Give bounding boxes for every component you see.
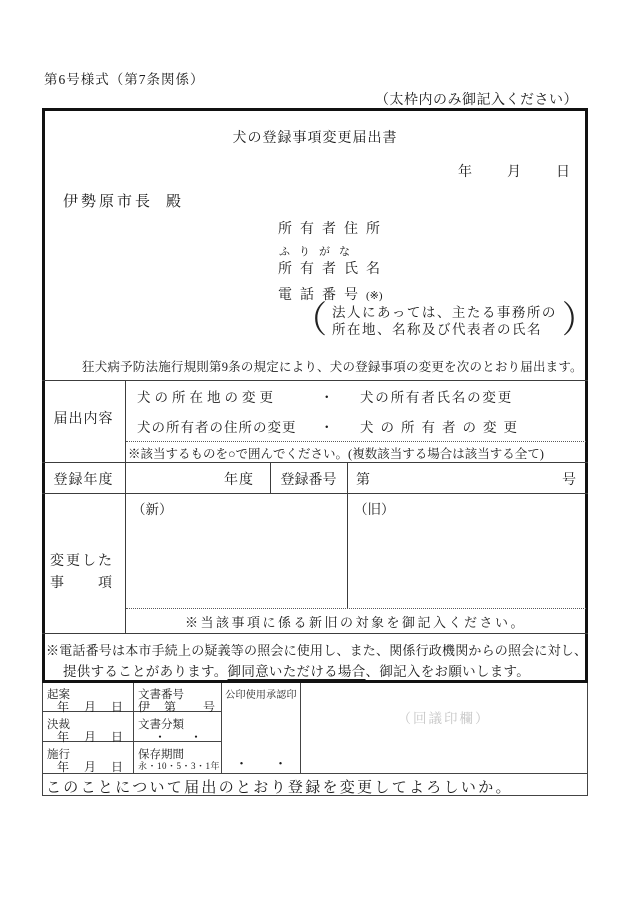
corporate-note-line2: 所在地、名称及び代表者の氏名 bbox=[332, 322, 542, 337]
addressee: 伊勢原市長 bbox=[63, 194, 154, 210]
phone-usage-note-line1: ※電話番号は本市手続上の疑義等の照会に使用し、また、関係行政機関からの照会に対し、 bbox=[46, 643, 588, 658]
form-title: 犬の登録事項変更届出書 bbox=[232, 131, 398, 146]
table-line-newold bbox=[347, 462, 348, 608]
enforcement-label: 施行 bbox=[47, 749, 70, 761]
changed-items-label-l2a: 事 bbox=[50, 576, 64, 591]
changed-items-label-line2 bbox=[50, 572, 112, 592]
year-label: 年 bbox=[458, 165, 472, 180]
owner-name-label: 所有者氏名 bbox=[278, 262, 388, 277]
circulation-stamp-label: （回議印欄） bbox=[397, 711, 491, 726]
document-class-label: 文書分類 bbox=[138, 719, 184, 731]
day-label: 日 bbox=[556, 165, 570, 180]
year-suffix: 年度 bbox=[224, 473, 254, 488]
retention-period-value: 永・10・5・3・1年 bbox=[138, 761, 221, 771]
form-code: 第6号様式（第7条関係） bbox=[44, 72, 205, 87]
open-paren-glyph: （ bbox=[293, 300, 327, 341]
dotted-separator-options bbox=[126, 441, 586, 442]
document-number-label: 文書番号 bbox=[138, 689, 184, 701]
option-owner-change: 犬の所有者の変更 bbox=[360, 420, 524, 435]
corporate-note bbox=[293, 301, 596, 341]
registration-change-question: このことについて届出のとおり登録を変更してよろしいか。 bbox=[46, 780, 513, 796]
enforcement-date: 年 月 日 bbox=[57, 760, 125, 774]
furigana-label: ふりがな bbox=[279, 246, 359, 258]
old-field-label: （旧） bbox=[354, 502, 395, 517]
notification-type-label: 届出内容 bbox=[53, 412, 114, 427]
seal-approval-label: 公印使用承認印 bbox=[225, 690, 297, 701]
draft-date: 年 月 日 bbox=[57, 700, 125, 714]
table-line-row3 bbox=[42, 493, 588, 494]
retention-period-label: 保存期間 bbox=[138, 749, 184, 761]
number-prefix: 第 bbox=[356, 473, 370, 488]
changed-items-label-line1: 変更した bbox=[50, 554, 114, 569]
fill-instruction: （太枠内のみ御記入ください） bbox=[375, 93, 578, 108]
admin-line-col3 bbox=[300, 683, 301, 773]
approval-label: 決裁 bbox=[47, 719, 70, 731]
admin-line-col1 bbox=[133, 683, 134, 773]
changed-items-label-l2b: 項 bbox=[98, 576, 112, 591]
registration-number-label: 登録番号 bbox=[280, 473, 337, 488]
table-line-row4 bbox=[42, 633, 588, 634]
registration-year-label: 登録年度 bbox=[53, 473, 114, 488]
option-dot-2: ・ bbox=[320, 420, 334, 435]
newold-instruction-note: ※当該事項に係る新旧の対象を御記入ください。 bbox=[184, 615, 526, 630]
option-location-change: 犬の所在地の変更 bbox=[137, 390, 277, 405]
addressee-line bbox=[63, 190, 184, 211]
date-line bbox=[458, 161, 570, 181]
phone-usage-note-line2 bbox=[63, 660, 530, 680]
table-line-top bbox=[42, 380, 588, 381]
owner-address-label: 所有者住所 bbox=[278, 222, 388, 237]
phone-label: 電話番号 bbox=[278, 288, 366, 303]
statement: 狂犬病予防法施行規則第9条の規定により、犬の登録事項の変更を次のとおり届出ます。 bbox=[82, 360, 583, 374]
option-owner-name-change: 犬の所有者氏名の変更 bbox=[360, 390, 513, 405]
phone-usage-note-line2-pre: 提供することがあります。 bbox=[63, 664, 228, 679]
phone-usage-note-line2-post: 、御記入をお願いします。 bbox=[365, 664, 531, 679]
honorific: 殿 bbox=[166, 194, 185, 210]
document-class-value: ・ ・ bbox=[154, 730, 203, 744]
approval-date: 年 月 日 bbox=[57, 730, 125, 744]
corporate-note-line1: 法人にあっては、主たる事務所の bbox=[332, 304, 557, 320]
close-paren-glyph: ） bbox=[561, 300, 596, 341]
number-suffix: 号 bbox=[562, 473, 576, 488]
new-field-label: （新） bbox=[132, 502, 173, 517]
circle-instruction-note: ※該当するものを○で囲んでください。(複数該当する場合は該当する全て) bbox=[128, 447, 544, 461]
month-label: 月 bbox=[507, 165, 521, 180]
option-dot-1: ・ bbox=[320, 390, 334, 405]
document-number-value: 伊 第 号 bbox=[138, 700, 217, 714]
option-owner-address-change: 犬の所有者の住所の変更 bbox=[137, 420, 297, 435]
dotted-separator-newold bbox=[126, 608, 586, 609]
phone-note-mark: (※) bbox=[366, 290, 383, 302]
table-line-labelcol bbox=[125, 380, 126, 633]
draft-label: 起案 bbox=[47, 689, 70, 701]
phone-usage-note-underlined: 御同意いただける場合 bbox=[227, 664, 366, 679]
table-line-row2 bbox=[42, 462, 588, 463]
seal-approval-dots: ・ ・ bbox=[234, 756, 287, 771]
corporate-note-text bbox=[332, 304, 557, 339]
